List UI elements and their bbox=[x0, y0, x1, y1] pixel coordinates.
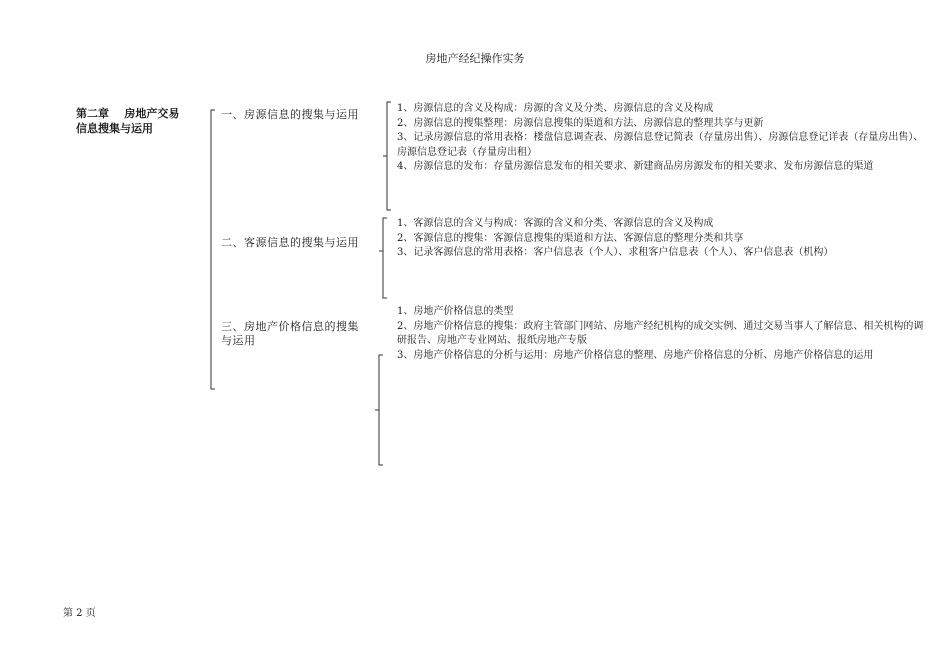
list-item: 2、房源信息的搜集整理：房源信息搜集的渠道和方法、房源信息的整理共享与更新 bbox=[397, 117, 764, 129]
page-header: 房地产经纪操作实务 bbox=[425, 52, 525, 65]
page-number: 第 2 页 bbox=[63, 608, 96, 619]
list-item: 2、客源信息的搜集：客源信息搜集的渠道和方法、客源信息的整理分类和共享 bbox=[397, 232, 744, 244]
list-item: 1、客源信息的含义与构成：客源的含义和分类、客源信息的含义及构成 bbox=[397, 218, 714, 229]
list-item: 4、房源信息的发布：存量房源信息发布的相关要求、新建商品房房源发布的相关要求、发布房源信息的渠道 bbox=[397, 161, 874, 172]
section-2-bracket bbox=[383, 218, 387, 298]
list-item: 2、房地产价格信息的搜集：政府主管部门网站、房地产经纪机构的成交实例、通过交易当事人了解信息、相关机构的调研报告、房地产专业网站、报纸房地产专版 bbox=[397, 320, 924, 346]
list-item: 3、记录房源信息的常用表格：楼盘信息调查表、房源信息登记简表（存量房出售）、房源信息登记详表（存量房出售）、房源信息登记表（存量房出租） bbox=[397, 132, 924, 158]
chapter-bracket bbox=[211, 110, 215, 389]
list-item: 1、房地产价格信息的类型 bbox=[397, 306, 514, 317]
section-1-title: 一、房源信息的搜集与运用 bbox=[221, 108, 359, 121]
section-2-items bbox=[397, 217, 929, 261]
list-item: 3、记录客源信息的常用表格：客户信息表（个人）、求租客户信息表（个人）、客户信息表（机构） bbox=[397, 247, 834, 258]
section-2-title: 二、客源信息的搜集与运用 bbox=[221, 236, 359, 249]
section-1-bracket bbox=[387, 102, 391, 210]
section-3-bracket bbox=[379, 355, 383, 465]
chapter-title-line-2: 信息搜集与运用 bbox=[76, 122, 153, 135]
list-item: 3、房地产价格信息的分析与运用：房地产价格信息的整理、房地产价格信息的分析、房地产价格信息的运用 bbox=[397, 349, 874, 361]
section-1-items bbox=[397, 102, 929, 175]
list-item: 1、房源信息的含义及构成：房源的含义及分类、房源信息的含义及构成 bbox=[397, 103, 714, 114]
section-3-items bbox=[397, 305, 929, 363]
section-3-title: 三、房地产价格信息的搜集与运用 bbox=[221, 320, 359, 347]
chapter-title-line-1: 第二章 房地产交易 bbox=[76, 107, 180, 120]
